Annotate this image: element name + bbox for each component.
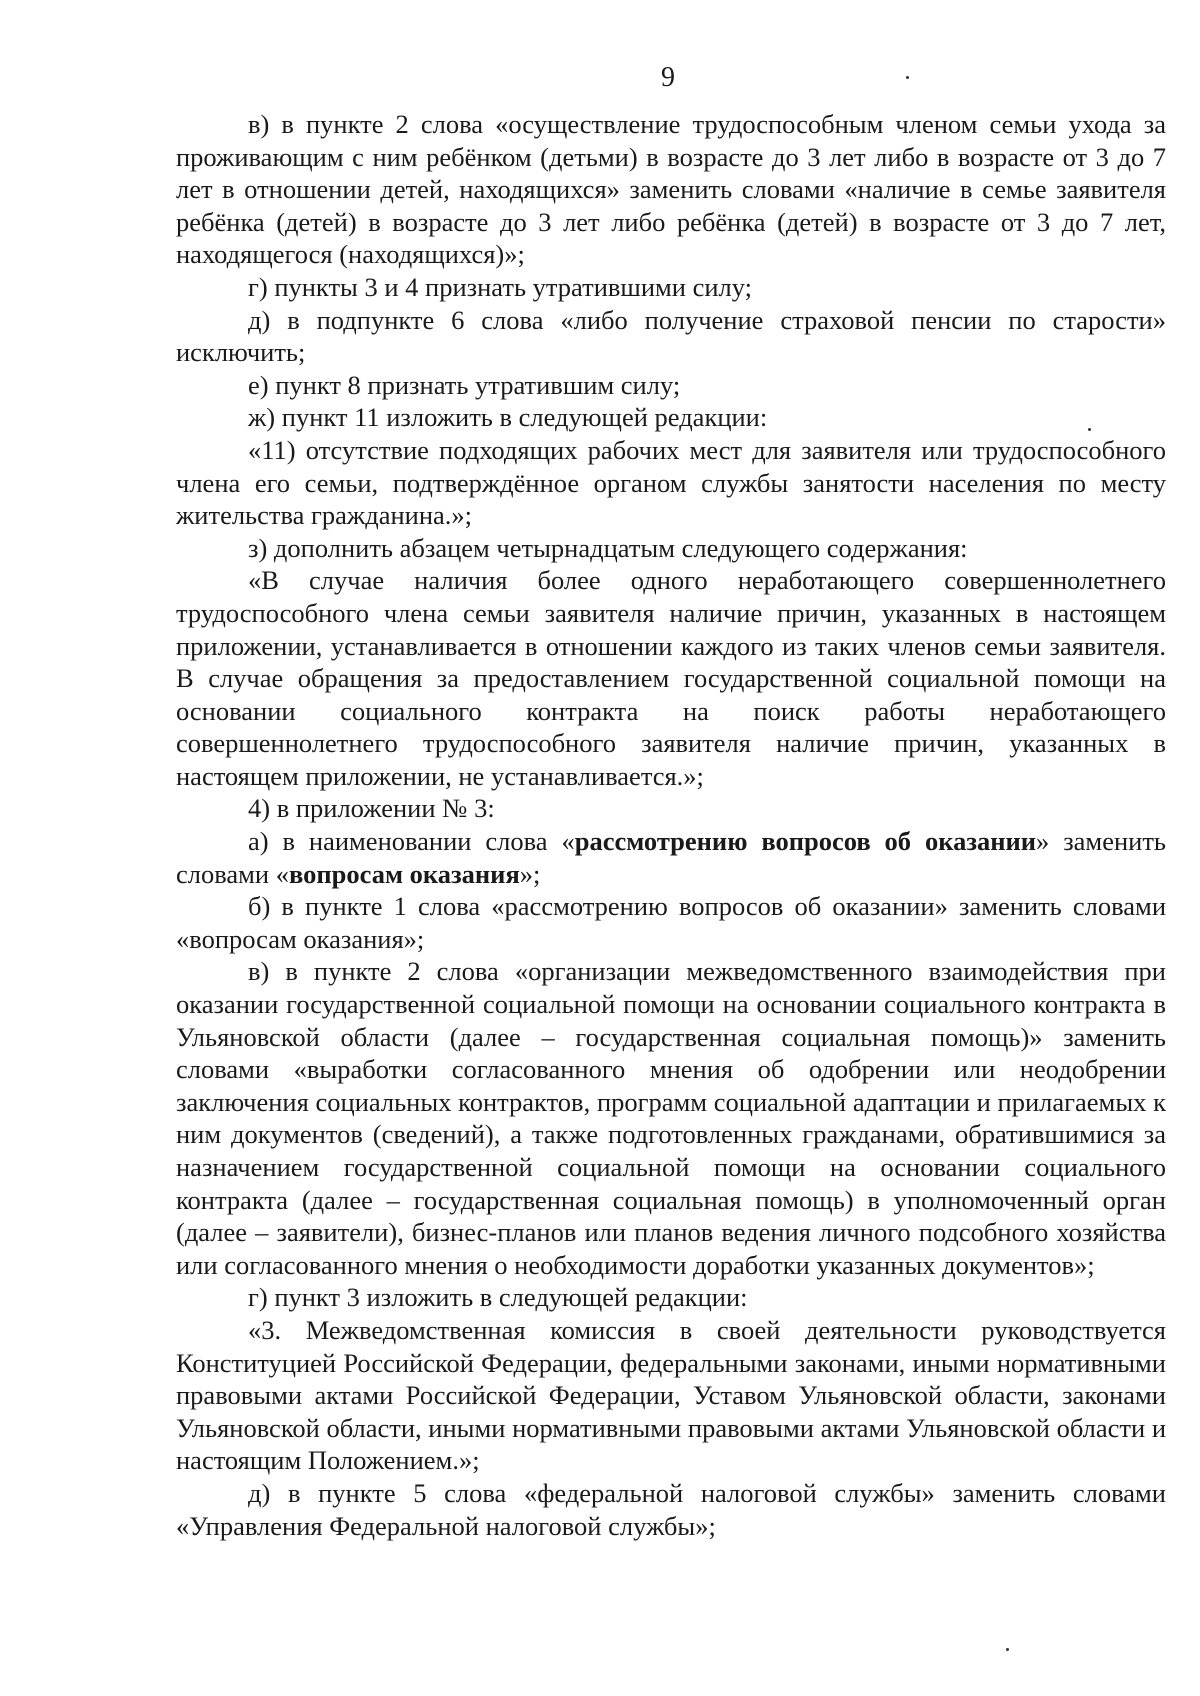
text-span: а) в наименовании слова «	[248, 826, 575, 857]
paragraph: 4) в приложении № 3:	[248, 793, 495, 824]
scan-speck	[906, 76, 909, 79]
paragraph-with-bold	[176, 825, 1166, 890]
text-span: » заменить словами «	[176, 826, 1166, 889]
paragraph: ж) пункт 11 изложить в следующей редакции:	[248, 402, 768, 433]
paragraph: з) дополнить абзацем четырнадцатым следующего содержания:	[248, 532, 968, 563]
quoted-paragraph: «В случае наличия более одного неработающего совершеннолетнего трудоспособного члена семьи заявителя наличие причин, указанных в настоящем приложении, устанавливается в отношении каждого из таких членов семьи заявителя. В случае обращения за предоставлением государственной социальной помощи на основании социального контракта на поиск работы неработающего совершеннолетнего трудоспособного заявителя наличие причин, указанных в настоящем приложении, не устанавливается.»;	[176, 565, 1166, 791]
scan-speck	[1006, 1648, 1009, 1651]
paragraph: б) в пункте 1 слова «рассмотрению вопросов об оказании» заменить словами «вопросам оказания»;	[176, 891, 1166, 954]
paragraph: д) в подпункте 6 слова «либо получение страховой пенсии по старости» исключить;	[176, 304, 1166, 368]
quoted-paragraph: «3. Межведомственная комиссия в своей деятельности руководствуется Конституцией Российской Федерации, федеральными законами, иными нормативными правовыми актами Российской Федерации, Уставом Ульяновской области, законами Ульяновской области, иными нормативными правовыми актами Ульяновской области и настоящим Положением.»;	[176, 1314, 1166, 1476]
paragraph: г) пункт 3 изложить в следующей редакции:	[248, 1282, 748, 1313]
quoted-paragraph: «11) отсутствие подходящих рабочих мест для заявителя или трудоспособного члена его семьи, подтверждённое органом службы занятости населения по месту жительства гражданина.»;	[176, 434, 1166, 531]
paragraph: г) пункты 3 и 4 признать утратившими силу;	[248, 271, 753, 302]
bold-text: вопросам оказания	[289, 858, 520, 889]
paragraph: д) в пункте 5 слова «федеральной налоговой службы» заменить словами «Управления Федеральной налоговой службы»;	[176, 1477, 1166, 1541]
page-number: 9	[661, 62, 675, 93]
text-span: »;	[519, 858, 541, 889]
paragraph: е) пункт 8 признать утратившим силу;	[248, 369, 681, 400]
document-body	[176, 108, 1166, 1542]
bold-text: рассмотрению вопросов об оказании	[574, 826, 1037, 857]
paragraph: в) в пункте 2 слова «осуществление трудоспособным членом семьи ухода за проживающим с ним ребёнком (детьми) в возрасте до 3 лет либо в возрасте от 3 до 7 лет в отношении детей, находящихся» заменить словами «наличие в семье заявителя ребёнка (детей) в возрасте до 3 лет либо ребёнка (детей) в возрасте от 3 до 7 лет, находящегося (находящихся)»;	[176, 109, 1166, 270]
paragraph: в) в пункте 2 слова «организации межведомственного взаимодействия при оказании государственной социальной помощи на основании социального контракта в Ульяновской области (далее – государственная социальная помощь)» заменить словами «выработки согласованного мнения об одобрении или неодобрении заключения социальных контрактов, программ социальной адаптации и прилагаемых к ним документов (сведений), а также подготовленных гражданами, обратившимися за назначением государственной социальной помощи на основании социального контракта (далее – государственная социальная помощь) в уполномоченный орган (далее – заявители), бизнес-планов или планов ведения личного подсобного хозяйства или согласованного мнения о необходимости доработки указанных документов»;	[176, 956, 1166, 1280]
